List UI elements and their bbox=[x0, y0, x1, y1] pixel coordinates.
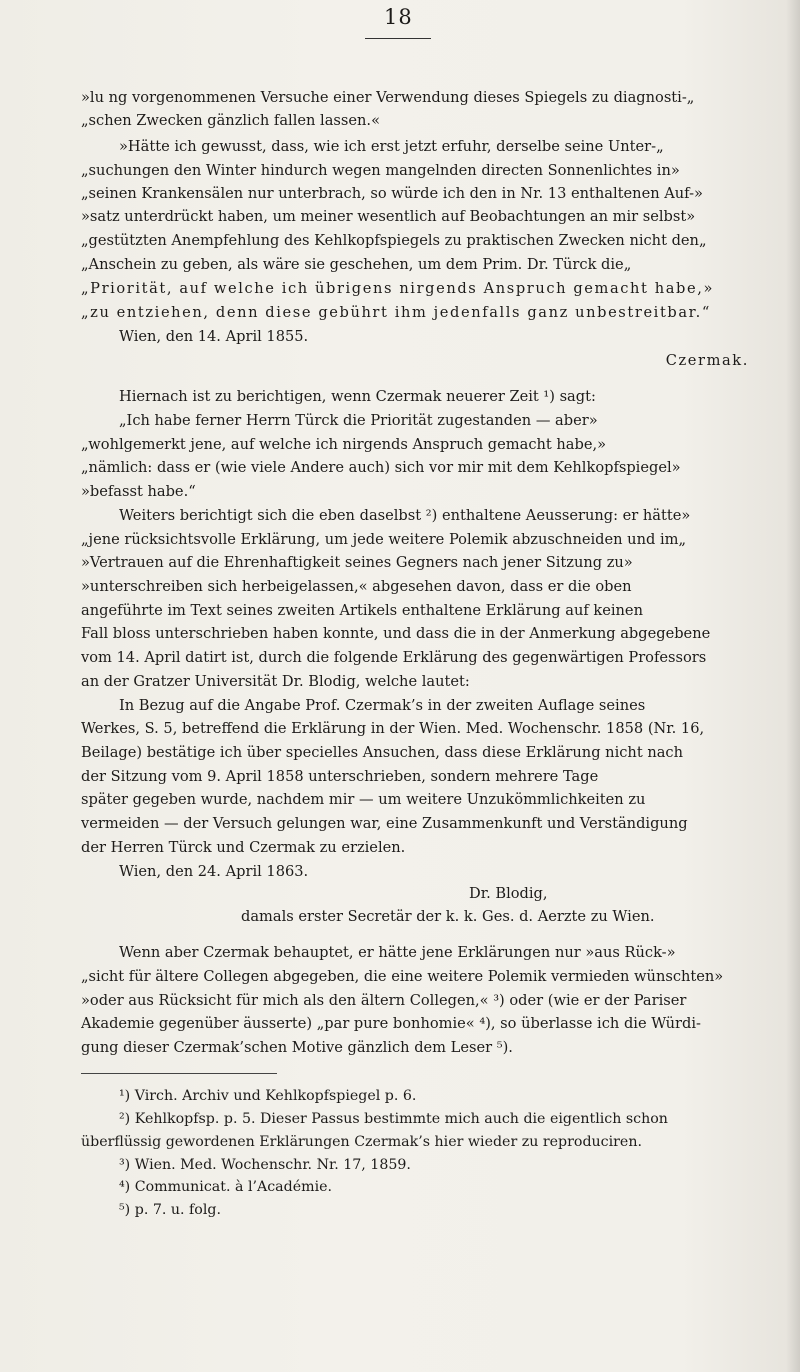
dateline: Wien, den 24. April 1863. bbox=[119, 863, 309, 880]
text-line: „jene rücksichtsvolle Erklärung, um jede weitere Polemik abzuschneiden und im„ bbox=[81, 531, 687, 548]
page-edge-shadow bbox=[786, 0, 800, 1372]
footnote: ¹) Virch. Archiv und Kehlkopfspiegel p. 6. bbox=[119, 1088, 417, 1104]
text-line: angeführte im Text seines zweiten Artikels enthaltene Erklärung auf keinen bbox=[81, 602, 643, 619]
text-line: „Priorität, auf welche ich übrigens nirgends Anspruch gemacht habe,» bbox=[81, 280, 714, 297]
footnote: überflüssig gewordenen Erklärungen Czermak’s hier wieder zu reproduciren. bbox=[81, 1134, 642, 1150]
text-line: „wohlgemerkt jene, auf welche ich nirgends Anspruch gemacht habe,» bbox=[81, 436, 607, 453]
text-line: »befasst habe.“ bbox=[81, 483, 196, 500]
text-line: „zu entziehen, denn diese gebührt ihm jedenfalls ganz unbestreitbar.“ bbox=[81, 304, 711, 321]
text-line: „schen Zwecken gänzlich fallen lassen.« bbox=[81, 112, 380, 129]
text-line: der Sitzung vom 9. April 1858 unterschrieben, sondern mehrere Tage bbox=[81, 768, 599, 785]
text-line: Fall bloss unterschrieben haben konnte, und dass die in der Anmerkung abgegebene bbox=[81, 625, 711, 642]
footnote: ⁵) p. 7. u. folg. bbox=[119, 1202, 221, 1218]
signature-title: damals erster Secretär der k. k. Ges. d. Aerzte zu Wien. bbox=[241, 908, 655, 925]
text-line: Wenn aber Czermak behauptet, er hätte jene Erklärungen nur »aus Rück-» bbox=[119, 944, 676, 961]
footnote: ³) Wien. Med. Wochenschr. Nr. 17, 1859. bbox=[119, 1157, 411, 1173]
dateline: Wien, den 14. April 1855. bbox=[119, 328, 309, 345]
text-line: „Anschein zu geben, als wäre sie geschehen, um dem Prim. Dr. Türck die„ bbox=[81, 256, 632, 273]
text-line: »unterschreiben sich herbeigelassen,« abgesehen davon, dass er die oben bbox=[81, 578, 632, 595]
text-line: In Bezug auf die Angabe Prof. Czermak’s in der zweiten Auflage seines bbox=[119, 697, 646, 714]
text-line: Weiters berichtigt sich die eben daselbst ²) enthaltene Aeusserung: er hätte» bbox=[119, 507, 691, 524]
text-line: „gestützten Anempfehlung des Kehlkopfspiegels zu praktischen Zwecken nicht den„ bbox=[81, 232, 707, 249]
text-line: »satz unterdrückt haben, um meiner wesentlich auf Beobachtungen an mir selbst» bbox=[81, 208, 696, 225]
text-line: vermeiden — der Versuch gelungen war, eine Zusammenkunft und Verständigung bbox=[81, 815, 688, 832]
text-line: später gegeben wurde, nachdem mir — um weitere Unzukömmlichkeiten zu bbox=[81, 791, 646, 808]
footnote-rule bbox=[81, 1073, 277, 1074]
text-line: an der Gratzer Universität Dr. Blodig, welche lautet: bbox=[81, 673, 470, 690]
text-line: „suchungen den Winter hindurch wegen mangelnden directen Sonnenlichtes in» bbox=[81, 162, 680, 179]
signature: Dr. Blodig, bbox=[469, 885, 548, 902]
footnote: ²) Kehlkopfsp. p. 5. Dieser Passus bestimmte mich auch die eigentlich schon bbox=[119, 1111, 668, 1127]
text-line: gung dieser Czermak’schen Motive gänzlich dem Leser ⁵). bbox=[81, 1039, 513, 1056]
text-line: Beilage) bestätige ich über specielles Ansuchen, dass diese Erklärung nicht nach bbox=[81, 744, 683, 761]
text-line: vom 14. April datirt ist, durch die folgende Erklärung des gegenwärtigen Professors bbox=[81, 649, 707, 666]
text-line: der Herren Türck und Czermak zu erzielen. bbox=[81, 839, 406, 856]
text-line: »lu ng vorgenommenen Versuche einer Verwendung dieses Spiegels zu diagnosti-„ bbox=[81, 89, 695, 106]
text-line: »oder aus Rücksicht für mich als den ältern Collegen,« ³) oder (wie er der Pariser bbox=[81, 992, 687, 1009]
text-line: Akademie gegenüber äusserte) „par pure bonhomie« ⁴), so überlasse ich die Würdi- bbox=[81, 1015, 701, 1032]
text-line: »Vertrauen auf die Ehrenhaftigkeit seines Gegners nach jener Sitzung zu» bbox=[81, 554, 633, 571]
text-line: „Ich habe ferner Herrn Türck die Priorität zugestanden — aber» bbox=[119, 412, 598, 429]
footnote: ⁴) Communicat. à l’Académie. bbox=[119, 1179, 333, 1195]
signature: Czermak. bbox=[665, 352, 749, 369]
text-line: „sicht für ältere Collegen abgegeben, die eine weitere Polemik vermieden wünschten» bbox=[81, 968, 724, 985]
text-line: „seinen Krankensälen nur unterbrach, so würde ich den in Nr. 13 enthaltenen Auf-» bbox=[81, 185, 703, 202]
page-number-rule bbox=[365, 38, 431, 39]
text-line: Werkes, S. 5, betreffend die Erklärung in der Wien. Med. Wochenschr. 1858 (Nr. 16, bbox=[81, 720, 705, 737]
text-line: „nämlich: dass er (wie viele Andere auch) sich vor mir mit dem Kehlkopfspiegel» bbox=[81, 459, 681, 476]
text-line: Hiernach ist zu berichtigen, wenn Czermak neuerer Zeit ¹) sagt: bbox=[119, 388, 596, 405]
page-number: 18 bbox=[384, 5, 413, 29]
text-line: »Hätte ich gewusst, dass, wie ich erst jetzt erfuhr, derselbe seine Unter-„ bbox=[119, 138, 664, 155]
